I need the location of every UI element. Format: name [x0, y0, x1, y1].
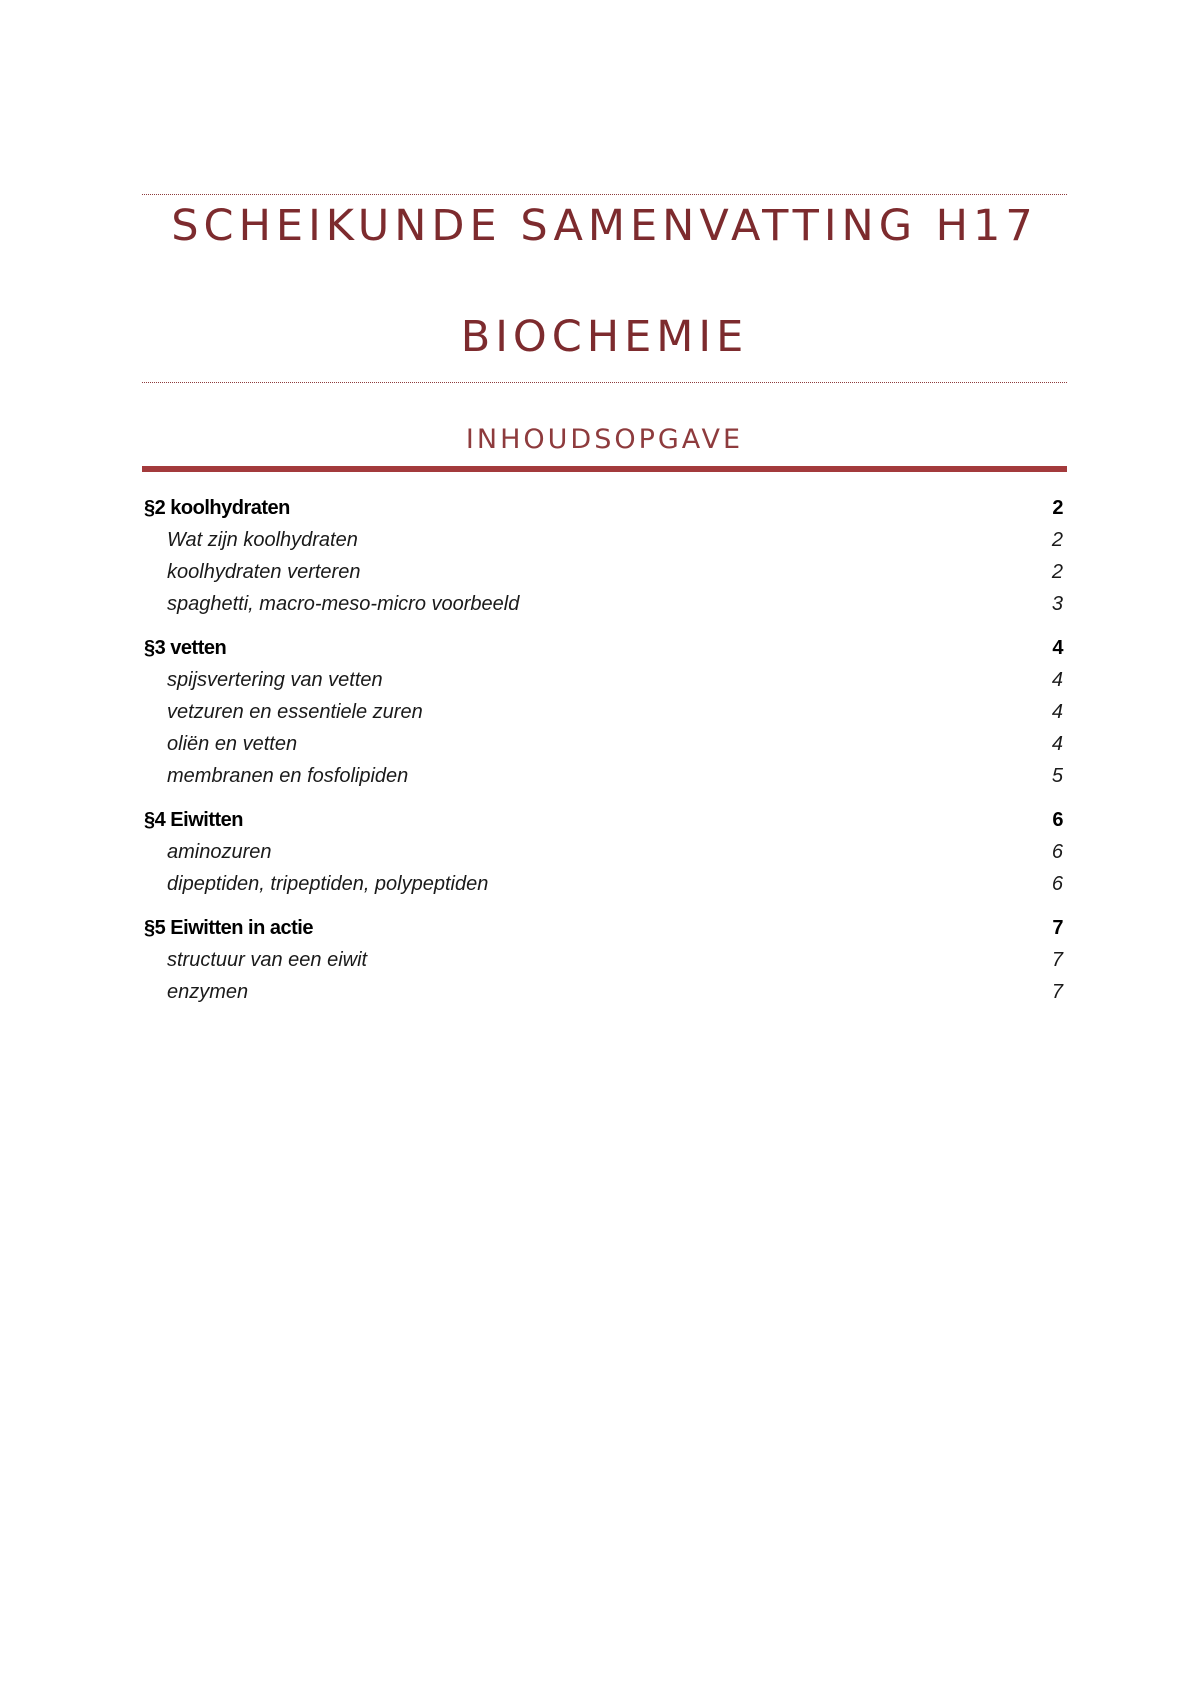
toc-subsection-entry[interactable]	[142, 944, 1067, 976]
toc-section-label: §4 Eiwitten	[144, 809, 243, 831]
toc-subsection-page: 7	[1051, 981, 1063, 1003]
toc-subsection-label: vetzuren en essentiele zuren	[167, 701, 423, 723]
title-top-rule	[142, 194, 1067, 195]
toc-section-label: §2 koolhydraten	[144, 497, 290, 519]
toc-subsection-entry[interactable]	[142, 556, 1067, 588]
toc-subsection-label: aminozuren	[167, 841, 272, 863]
toc-subsection-label: dipeptiden, tripeptiden, polypeptiden	[167, 873, 489, 895]
table-of-contents	[142, 492, 1067, 1008]
toc-section-entry[interactable]	[142, 912, 1067, 944]
document-page	[142, 0, 1067, 1696]
toc-subsection-page: 2	[1051, 561, 1063, 583]
title-bottom-rule	[142, 382, 1067, 383]
toc-subsection-label: oliën en vetten	[167, 733, 298, 755]
toc-subsection-page: 3	[1051, 593, 1063, 615]
toc-section-page: 4	[1052, 637, 1063, 659]
toc-subsection-label: Wat zijn koolhydraten	[167, 529, 358, 551]
toc-section-page: 7	[1052, 917, 1063, 939]
toc-subsection-label: koolhydraten verteren	[167, 561, 361, 583]
toc-subsection-entry[interactable]	[142, 696, 1067, 728]
toc-subsection-page: 4	[1051, 669, 1063, 691]
toc-subsection-page: 7	[1051, 949, 1063, 971]
toc-subsection-page: 6	[1051, 873, 1063, 895]
toc-subsection-entry[interactable]	[142, 868, 1067, 900]
document-title-line-1: SCHEIKUNDE SAMENVATTING H17	[171, 201, 1038, 251]
toc-section-entry[interactable]	[142, 492, 1067, 524]
toc-subsection-page: 5	[1051, 765, 1063, 787]
toc-heading: INHOUDSOPGAVE	[465, 424, 744, 455]
toc-subsection-label: membranen en fosfolipiden	[167, 765, 409, 787]
toc-subsection-label: spijsvertering van vetten	[167, 669, 383, 691]
toc-subsection-page: 6	[1051, 841, 1063, 863]
toc-heading-rule	[142, 466, 1067, 472]
toc-section-label: §3 vetten	[144, 637, 227, 659]
toc-subsection-label: structuur van een eiwit	[167, 949, 368, 971]
toc-subsection-page: 4	[1051, 733, 1063, 755]
toc-subsection-page: 2	[1051, 529, 1063, 551]
toc-section-label: §5 Eiwitten in actie	[144, 917, 313, 939]
toc-subsection-entry[interactable]	[142, 728, 1067, 760]
toc-section-entry[interactable]	[142, 632, 1067, 664]
document-title-line-2: BIOCHEMIE	[460, 312, 749, 362]
toc-subsection-label: enzymen	[167, 981, 249, 1003]
toc-subsection-label: spaghetti, macro-meso-micro voorbeeld	[167, 593, 520, 615]
toc-subsection-entry[interactable]	[142, 836, 1067, 868]
toc-subsection-entry[interactable]	[142, 664, 1067, 696]
toc-subsection-entry[interactable]	[142, 588, 1067, 620]
toc-subsection-entry[interactable]	[142, 524, 1067, 556]
toc-subsection-entry[interactable]	[142, 760, 1067, 792]
toc-section-entry[interactable]	[142, 804, 1067, 836]
toc-section-page: 6	[1052, 809, 1063, 831]
toc-section-page: 2	[1052, 497, 1063, 519]
toc-subsection-entry[interactable]	[142, 976, 1067, 1008]
toc-subsection-page: 4	[1051, 701, 1063, 723]
